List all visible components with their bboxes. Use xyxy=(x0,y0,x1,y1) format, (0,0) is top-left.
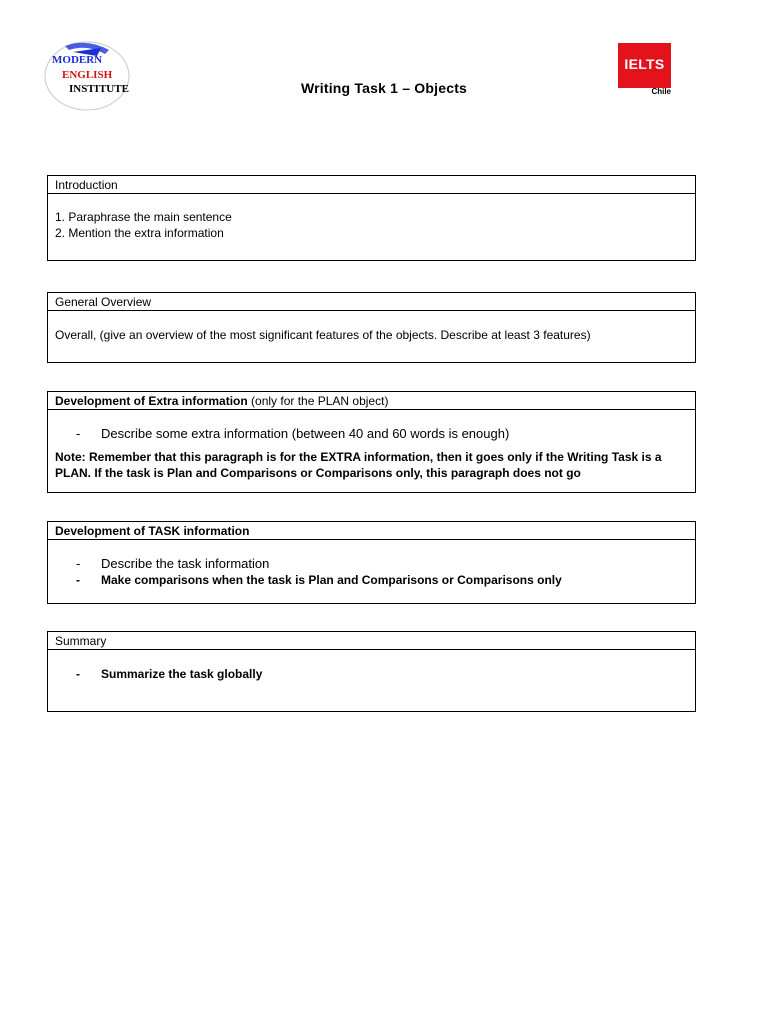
extra-information-section xyxy=(47,391,696,493)
introduction-line-1: 1. Paraphrase the main sentence xyxy=(55,210,232,224)
extra-information-heading xyxy=(48,392,695,410)
summary-bullet xyxy=(55,666,688,682)
introduction-body xyxy=(48,194,695,241)
ielts-chile-logo xyxy=(618,43,671,97)
extra-heading-bold: Development of Extra information xyxy=(55,394,248,408)
task-information-body xyxy=(48,540,695,588)
logo-line-modern: MODERN xyxy=(52,54,103,66)
extra-note-line-2: PLAN. If the task is Plan and Comparisons or Comparisons only, this paragraph does not go xyxy=(55,466,581,480)
extra-note-line-1: Note: Remember that this paragraph is for the EXTRA information, then it goes only if the Writing Task is a xyxy=(55,450,662,464)
general-overview-heading: General Overview xyxy=(48,293,695,311)
summary-bullet-text: Summarize the task globally xyxy=(101,667,263,681)
logo-line-english: ENGLISH xyxy=(62,69,113,81)
page-title: Writing Task 1 – Objects xyxy=(300,80,468,96)
task-information-section xyxy=(47,521,696,604)
task-bullet-1-text: Describe the task information xyxy=(101,556,270,571)
bullet-dash: - xyxy=(76,573,80,587)
general-overview-text: Overall, (give an overview of the most significant features of the objects. Describe at least 3 features) xyxy=(55,328,591,342)
bullet-dash: - xyxy=(76,556,81,571)
general-overview-section xyxy=(47,292,696,363)
ielts-logo-country: Chile xyxy=(651,87,671,96)
summary-section xyxy=(47,631,696,712)
extra-bullet xyxy=(55,426,688,442)
general-overview-body xyxy=(48,311,695,343)
bullet-dash: - xyxy=(76,667,80,681)
task-bullet-2 xyxy=(55,572,688,588)
extra-information-body xyxy=(48,410,695,481)
introduction-line-2: 2. Mention the extra information xyxy=(55,226,224,240)
task-bullet-1 xyxy=(55,556,688,572)
introduction-heading: Introduction xyxy=(48,176,695,194)
introduction-section xyxy=(47,175,696,261)
task-bullet-2-text: Make comparisons when the task is Plan and Comparisons or Comparisons only xyxy=(101,573,562,587)
extra-heading-rest: (only for the PLAN object) xyxy=(247,394,389,408)
summary-heading: Summary xyxy=(48,632,695,650)
logo-line-institute: INSTITUTE xyxy=(69,83,129,95)
ielts-logo-word: IELTS xyxy=(624,56,665,72)
extra-bullet-text: Describe some extra information (between 40 and 60 words is enough) xyxy=(101,426,510,441)
ielts-logo-box xyxy=(618,43,671,88)
bullet-dash: - xyxy=(76,426,81,441)
modern-english-institute-logo xyxy=(43,40,133,112)
task-information-heading: Development of TASK information xyxy=(48,522,695,540)
summary-body xyxy=(48,650,695,682)
